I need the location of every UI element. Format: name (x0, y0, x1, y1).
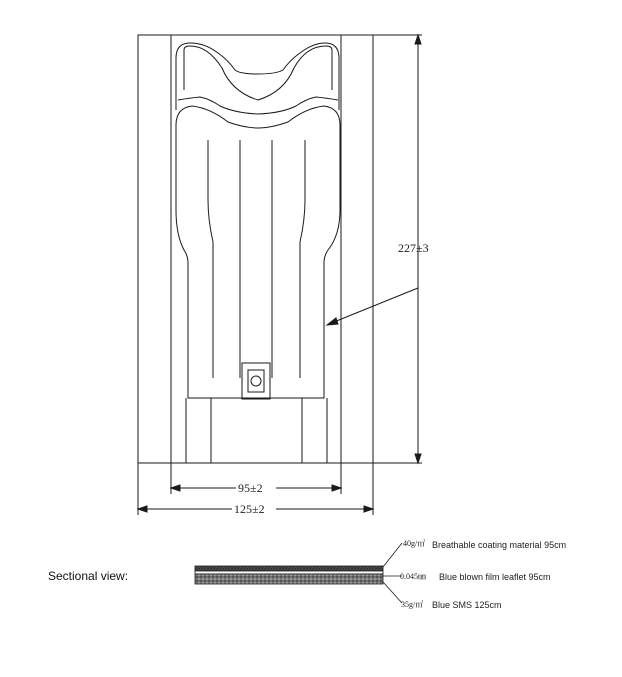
layer-1-desc: Breathable coating material 95cm (432, 540, 567, 550)
layer-3-desc: Blue SMS 125cm (432, 600, 502, 610)
layer-film (195, 571, 383, 574)
inner-width-label: 95±2 (238, 481, 263, 495)
layer-3-annotation (401, 600, 502, 610)
length-label: 227±3 (398, 241, 429, 255)
head-section (176, 43, 339, 114)
body-panel (176, 106, 340, 398)
layer-1-spec: 40g/㎡ (403, 539, 426, 548)
layer-3-spec: 35g/㎡ (401, 600, 424, 609)
layer-coating (195, 566, 383, 571)
lower-strips (186, 398, 327, 463)
outer-width-label: 125±2 (234, 502, 265, 516)
layer-2-spec: 0.045㎜ (400, 572, 426, 581)
section-layers (195, 566, 383, 584)
port-window (242, 363, 270, 399)
layer-2-desc: Blue blown film leaflet 95cm (439, 572, 551, 582)
layer-1-annotation (403, 539, 566, 550)
sectional-view-label: Sectional view: (48, 569, 129, 583)
layer-2-annotation (400, 572, 551, 582)
layer-sms (195, 574, 383, 584)
